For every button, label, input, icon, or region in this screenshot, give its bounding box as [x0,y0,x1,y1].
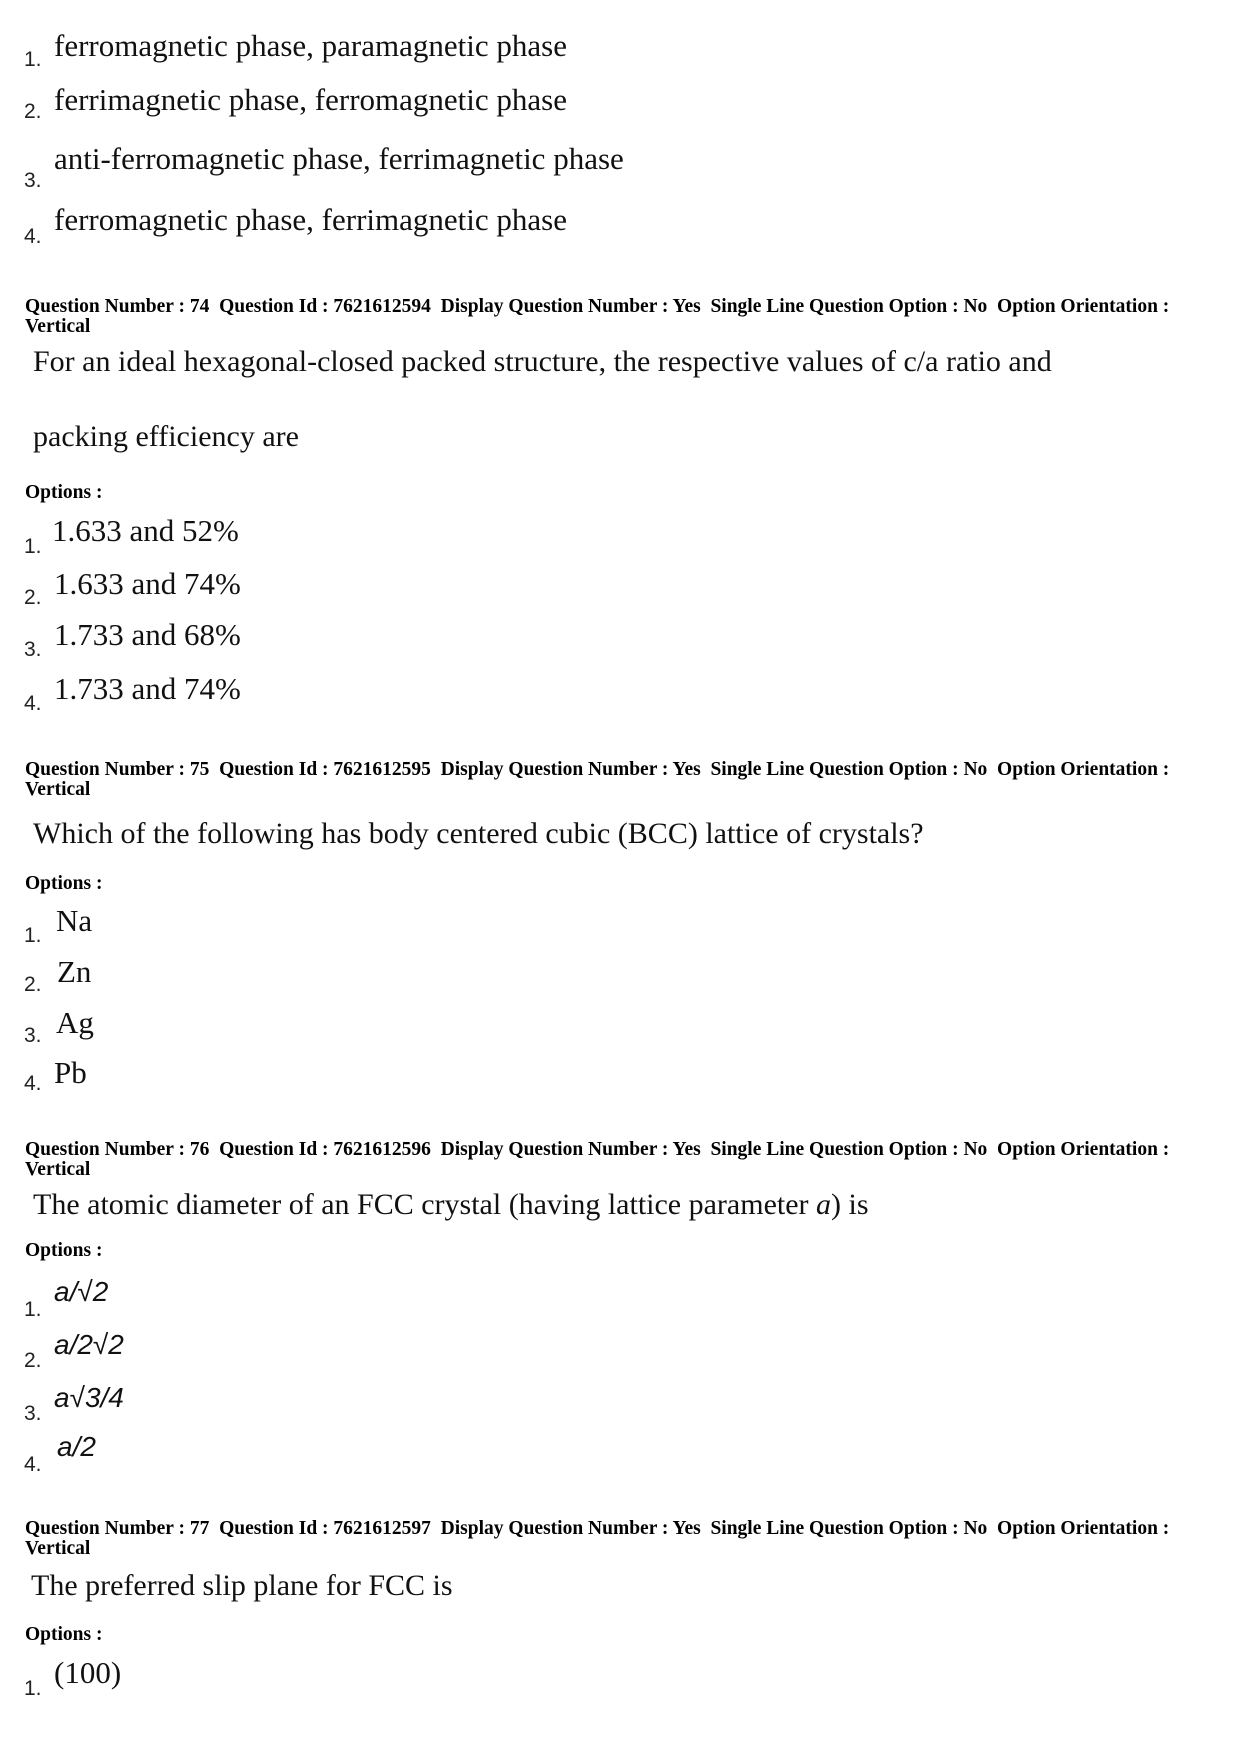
options-label: Options : [25,482,103,503]
question-text: For an ideal hexagonal-closed packed structure, the respective values of c/a ratio and [33,345,1052,378]
option-number: 4. [24,1453,42,1476]
option-number: 2. [24,100,42,123]
option-text: Pb [54,1055,87,1090]
lattice-parameter-var: a [816,1188,832,1221]
option-number: 1. [24,1677,42,1700]
question-text: Which of the following has body centered cubic (BCC) lattice of crystals? [33,817,924,850]
question-text: The preferred slip plane for FCC is [31,1569,453,1602]
option-number: 1. [24,535,42,558]
option-text: Zn [57,954,92,989]
option-number: 3. [24,1402,42,1425]
option-text: a/2√2 [54,1329,124,1360]
option-text: a√3/4 [54,1382,124,1413]
options-label: Options : [25,873,103,894]
option-number: 3. [24,169,42,192]
question-header: Question Number : 75 Question Id : 7621612595 Display Question Number : Yes Single Line Question Option : No Option Orientation : Vertical [25,759,1174,800]
option-text: 1.633 and 52% [52,513,239,548]
option-number: 1. [24,1298,42,1321]
question-header: Question Number : 76 Question Id : 7621612596 Display Question Number : Yes Single Line Question Option : No Option Orientation : Vertical [25,1139,1174,1180]
question-header: Question Number : 77 Question Id : 7621612597 Display Question Number : Yes Single Line Question Option : No Option Orientation : Vertical [25,1518,1174,1559]
question-header: Question Number : 74 Question Id : 7621612594 Display Question Number : Yes Single Line Question Option : No Option Orientation : Vertical [25,296,1174,337]
option-number: 2. [24,1349,42,1372]
question-text-before: The atomic diameter of an FCC crystal (having lattice parameter [33,1188,817,1221]
options-label: Options : [25,1624,103,1645]
option-text: a/2 [57,1431,96,1462]
option-text: anti-ferromagnetic phase, ferrimagnetic phase [54,141,624,176]
options-label: Options : [25,1240,103,1261]
option-number: 1. [24,924,42,947]
option-number: 4. [24,225,42,248]
option-text: ferromagnetic phase, ferrimagnetic phase [54,202,567,237]
option-number: 3. [24,638,42,661]
option-text: 1.733 and 74% [54,671,241,706]
option-text: ferromagnetic phase, paramagnetic phase [54,28,567,63]
option-number: 3. [24,1024,42,1047]
question-text [33,1188,869,1222]
option-number: 4. [24,1072,42,1095]
question-text-after: ) is [831,1188,869,1221]
option-number: 4. [24,692,42,715]
option-text: Na [56,903,93,938]
option-text: 1.633 and 74% [54,566,241,601]
option-number: 2. [24,973,42,996]
option-number: 1. [24,48,42,71]
option-text: Ag [56,1005,94,1040]
option-text: (100) [54,1655,122,1690]
question-text-continued: packing efficiency are [33,420,299,453]
option-text: 1.733 and 68% [54,617,241,652]
option-number: 2. [24,586,42,609]
option-text: ferrimagnetic phase, ferromagnetic phase [54,82,567,117]
option-text: a/√2 [54,1276,109,1307]
